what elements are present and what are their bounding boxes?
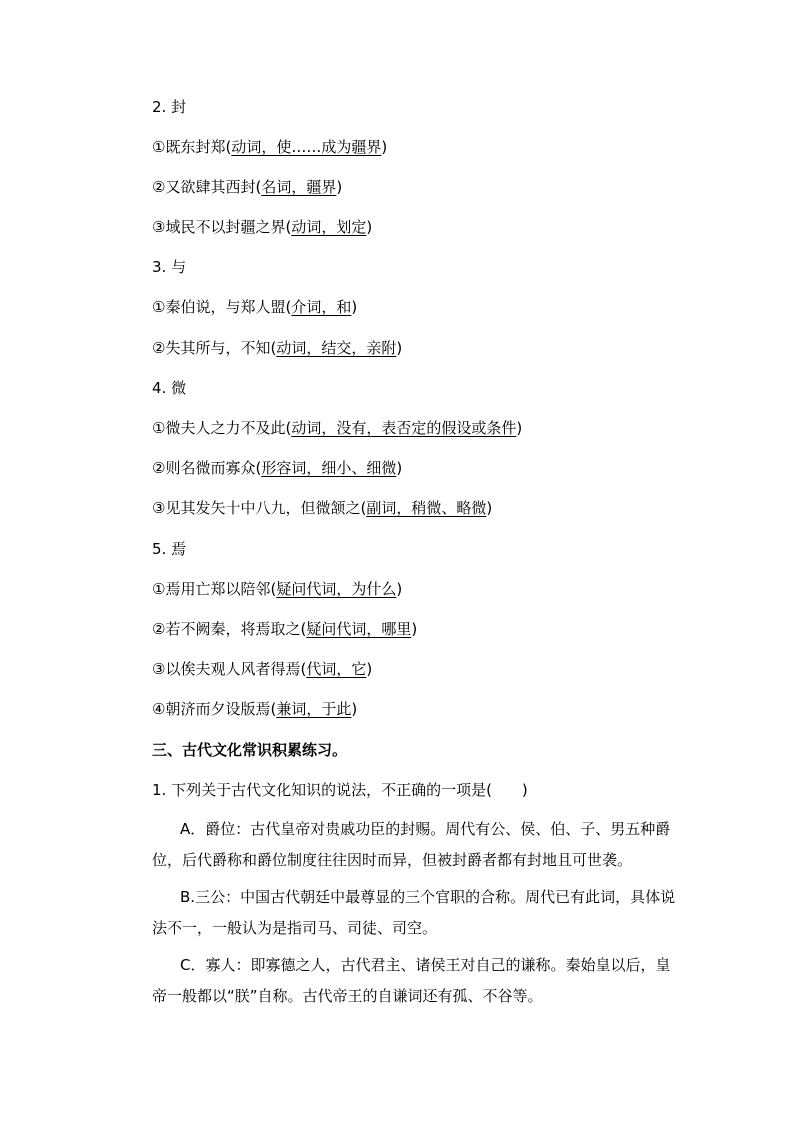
example-line: ②若不阙秦，将焉取之(疑问代词，哪里) <box>152 620 418 638</box>
gloss: 疑问代词，哪里 <box>306 620 412 638</box>
gloss: 兼词，于此 <box>276 700 352 718</box>
gloss: 名词，疆界 <box>261 178 337 196</box>
example-line: ③见其发矢十中八九，但微颔之(副词，稍微、略微) <box>152 499 493 517</box>
section-title: 4. 微 <box>152 379 187 397</box>
section-title: 2. 封 <box>152 98 187 116</box>
gloss: 介词，和 <box>291 298 352 316</box>
example-line: ③以俟夫观人风者得焉(代词，它) <box>152 660 373 678</box>
example-line: ①焉用亡郑以陪邻(疑问代词，为什么) <box>152 580 403 598</box>
option-c: C．寡人：即寡德之人，古代君主、诸侯王对自己的谦称。秦始皇以后，皇帝一般都以“朕”自称。古代帝王的自谦词还有孤、不谷等。 <box>152 956 671 1005</box>
section-title: 3. 与 <box>152 258 187 276</box>
part-heading: 三、古代文化常识积累练习。 <box>152 741 348 759</box>
example-line: ②失其所与，不知(动词，结交，亲附) <box>152 339 403 357</box>
gloss: 形容词，细小、细微 <box>261 459 397 477</box>
example-line: ③域民不以封疆之界(动词，划定) <box>152 218 373 236</box>
gloss: 代词，它 <box>306 660 367 678</box>
question-stem: 1. 下列关于古代文化知识的说法，不正确的一项是( ) <box>152 781 528 799</box>
example-line: ④朝济而夕设版焉(兼词，于此) <box>152 700 358 718</box>
example-line: ①微夫人之力不及此(动词，没有，表否定的假设或条件) <box>152 419 523 437</box>
example-line: ①既东封郑(动词，使……成为疆界) <box>152 138 388 156</box>
example-line: ②又欲肆其西封(名词，疆界) <box>152 178 343 196</box>
gloss: 动词，结交，亲附 <box>276 339 397 357</box>
example-line: ①秦伯说，与郑人盟(介词，和) <box>152 298 358 316</box>
example-line: ②则名微而寡众(形容词，细小、细微) <box>152 459 403 477</box>
option-a: A．爵位：古代皇帝对贵戚功臣的封赐。周代有公、侯、伯、子、男五种爵位，后代爵称和爵位制度往往因时而异，但被封爵者都有封地且可世袭。 <box>152 820 671 869</box>
gloss: 疑问代词，为什么 <box>276 580 397 598</box>
section-title: 5. 焉 <box>152 540 187 558</box>
gloss: 动词，使……成为疆界 <box>231 138 382 156</box>
gloss: 副词，稍微、略微 <box>366 499 487 517</box>
gloss: 动词，划定 <box>291 218 367 236</box>
option-b: B.三公：中国古代朝廷中最尊显的三个官职的合称。周代已有此词，具体说法不一，一般认为是指司马、司徒、司空。 <box>152 888 676 937</box>
gloss: 动词，没有，表否定的假设或条件 <box>291 419 517 437</box>
